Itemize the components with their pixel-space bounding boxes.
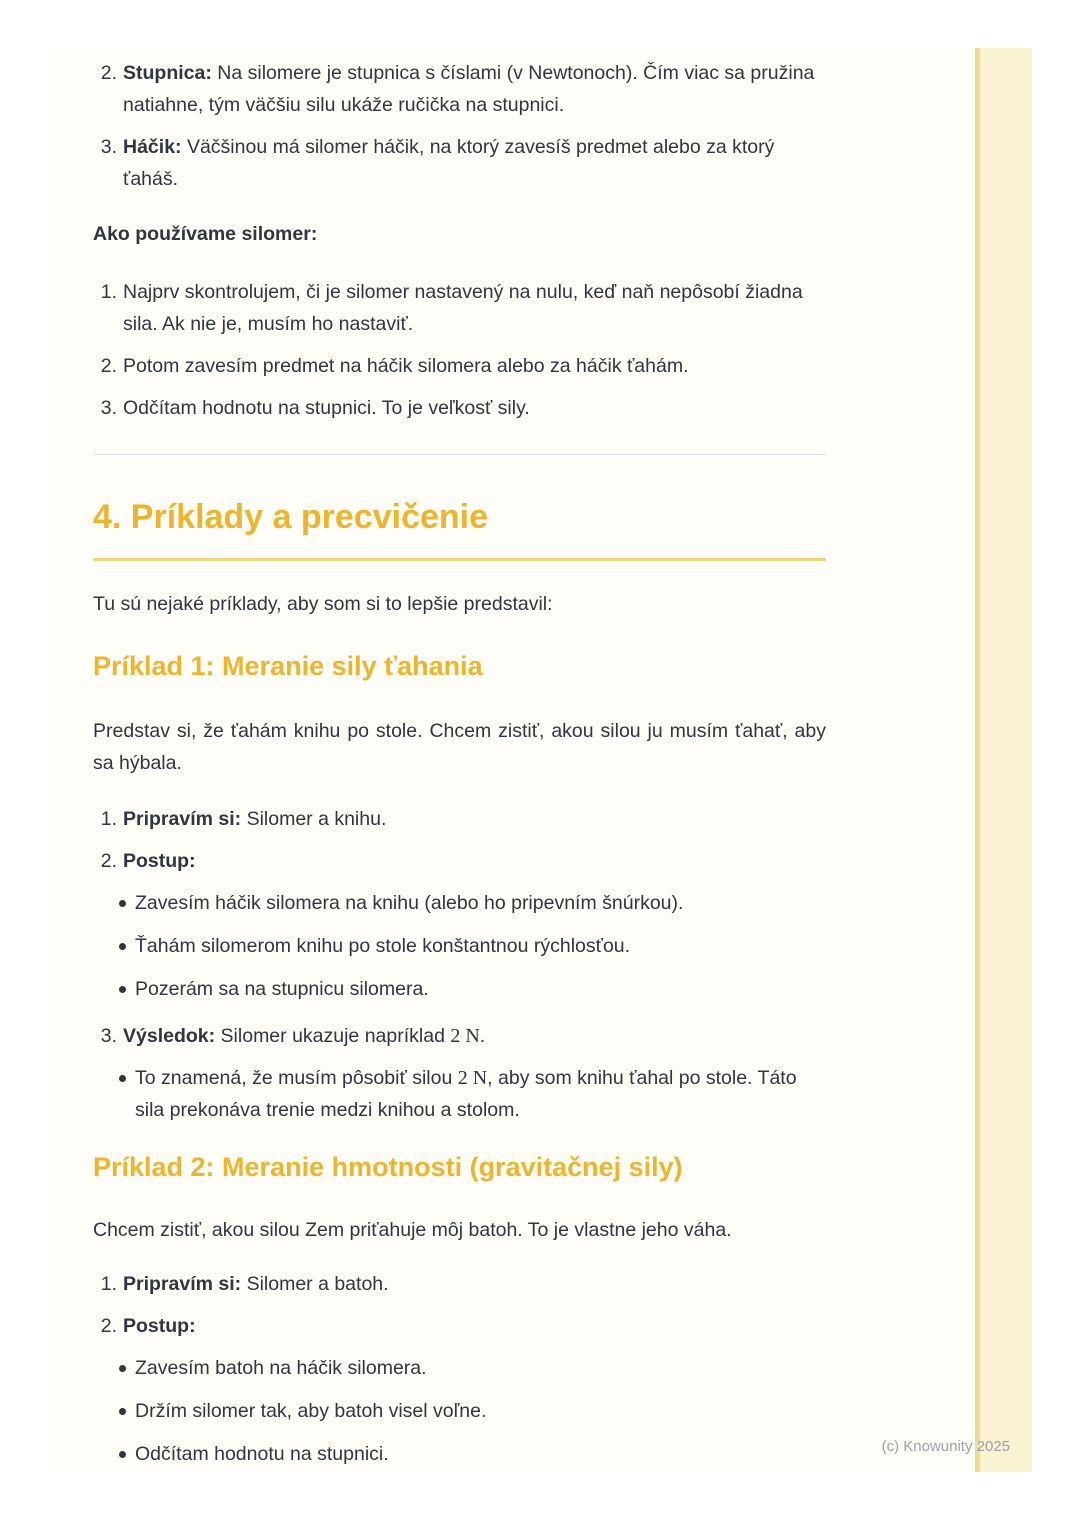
watermark: (c) Knowunity 2025 <box>881 1438 1010 1455</box>
section-title-underline <box>93 558 826 561</box>
example2-steps <box>93 1268 826 1470</box>
step-label: Výsledok: <box>123 1025 216 1047</box>
list-item-text: Odčítam hodnotu na stupnici. To je veľkosť sily. <box>123 397 530 419</box>
step-text: Silomer ukazuje napríklad <box>220 1025 445 1047</box>
step-item <box>93 803 826 835</box>
list-item-text <box>123 1310 826 1342</box>
example2-intro: Chcem zistiť, akou silou Zem priťahuje môj batoh. To je vlastne jeho váha. <box>93 1219 732 1241</box>
list-number: 2. <box>100 850 117 872</box>
list-number: 3. <box>100 1025 117 1047</box>
usage-heading: Ako používame silomer: <box>93 223 318 245</box>
step-item <box>93 845 826 877</box>
bullet-text-post: , aby som knihu ťahal po stole. Táto sila prekonáva trenie medzi knihou a stolom. <box>135 1067 797 1121</box>
list-item <box>93 392 826 424</box>
section-title: 4. Príklady a precvičenie <box>93 498 489 536</box>
usage-list <box>93 276 826 424</box>
bullet-list <box>93 1352 826 1470</box>
example1-intro: Predstav si, že ťahám knihu po stole. Chcem zistiť, akou silou ju musím ťahať, aby sa hýbala. <box>93 720 826 774</box>
bullet-dot <box>119 900 126 907</box>
bullet-item <box>93 1062 826 1126</box>
example1-steps <box>93 803 826 1126</box>
list-number: 2. <box>100 355 117 377</box>
list-number: 1. <box>100 808 117 830</box>
bullet-dot <box>119 1075 126 1082</box>
term-text: Na silomere je stupnica s číslami (v Newtonoch). Čím viac sa pružina natiahne, tým väčšiu silu ukáže ručička na stupnici. <box>123 62 815 116</box>
bullet-item <box>93 973 826 1005</box>
section-intro: Tu sú nejaké príklady, aby som si to lepšie predstavil: <box>93 593 553 615</box>
list-number: 2. <box>100 1315 117 1337</box>
force-value: 2 N <box>450 1025 480 1047</box>
list-number: 1. <box>100 281 117 303</box>
bullet-item <box>93 930 826 962</box>
term-label: Stupnica: <box>123 62 212 84</box>
step-text: Silomer a batoh. <box>246 1273 389 1295</box>
step-item <box>93 1310 826 1342</box>
list-number: 2. <box>100 62 117 84</box>
list-item-text <box>123 1020 826 1052</box>
bullet-text-pre: To znamená, že musím pôsobiť silou <box>135 1067 453 1089</box>
step-item <box>93 1268 826 1300</box>
bullet-text: Pozerám sa na stupnicu silomera. <box>135 978 429 1000</box>
list-item <box>93 350 826 382</box>
bullet-item <box>93 1395 826 1427</box>
bullet-item <box>93 1438 826 1470</box>
bullet-dot <box>119 1365 126 1372</box>
list-item-text <box>123 131 826 195</box>
bullet-text: Odčítam hodnotu na stupnici. <box>135 1443 389 1465</box>
bullet-text <box>135 1062 826 1126</box>
bullet-item <box>93 1352 826 1384</box>
bullet-dot <box>119 943 126 950</box>
example2-title: Príklad 2: Meranie hmotnosti (gravitačnej sily) <box>93 1152 683 1182</box>
bullet-text: Držím silomer tak, aby batoh visel voľne. <box>135 1400 487 1422</box>
list-item-stupnica <box>93 57 826 121</box>
bullet-text: Zavesím háčik silomera na knihu (alebo ho pripevním šnúrkou). <box>135 892 684 914</box>
document-page <box>48 48 1032 1472</box>
bullet-dot <box>119 1408 126 1415</box>
bullet-list <box>93 1062 826 1126</box>
list-number: 3. <box>100 397 117 419</box>
list-item-text <box>123 57 826 121</box>
term-label: Háčik: <box>123 136 182 158</box>
list-item-text: Potom zavesím predmet na háčik silomera alebo za háčik ťahám. <box>123 355 689 377</box>
bullet-dot <box>119 1451 126 1458</box>
example1-title: Príklad 1: Meranie sily ťahania <box>93 651 483 681</box>
list-item-text <box>123 845 826 877</box>
step-text: . <box>479 1025 486 1047</box>
list-item <box>93 276 826 340</box>
step-label: Postup: <box>123 850 196 872</box>
list-item-text <box>123 803 826 835</box>
list-item-text: Najprv skontrolujem, či je silomer nastavený na nulu, keď naň nepôsobí žiadna sila. Ak nie je, musím ho nastaviť. <box>123 281 803 335</box>
page-content <box>93 48 826 1481</box>
bullet-text: Ťahám silomerom knihu po stole konštantnou rýchlosťou. <box>135 935 631 957</box>
bullet-dot <box>119 986 126 993</box>
force-value: 2 N <box>457 1067 488 1089</box>
list-item-hacik <box>93 131 826 195</box>
step-label: Pripravím si: <box>123 808 242 830</box>
step-item-result <box>93 1020 826 1052</box>
step-label: Postup: <box>123 1315 196 1337</box>
term-text: Väčšinou má silomer háčik, na ktorý zavesíš predmet alebo za ktorý ťaháš. <box>123 136 775 190</box>
bullet-list <box>93 887 826 1005</box>
bullet-text: Zavesím batoh na háčik silomera. <box>135 1357 427 1379</box>
accent-band <box>980 48 1032 1472</box>
step-text: Silomer a knihu. <box>246 808 387 830</box>
section-divider <box>93 454 826 455</box>
step-label: Pripravím si: <box>123 1273 242 1295</box>
bullet-item <box>93 887 826 919</box>
list-number: 1. <box>100 1273 117 1295</box>
list-number: 3. <box>100 136 117 158</box>
list-item-text <box>123 1268 826 1300</box>
